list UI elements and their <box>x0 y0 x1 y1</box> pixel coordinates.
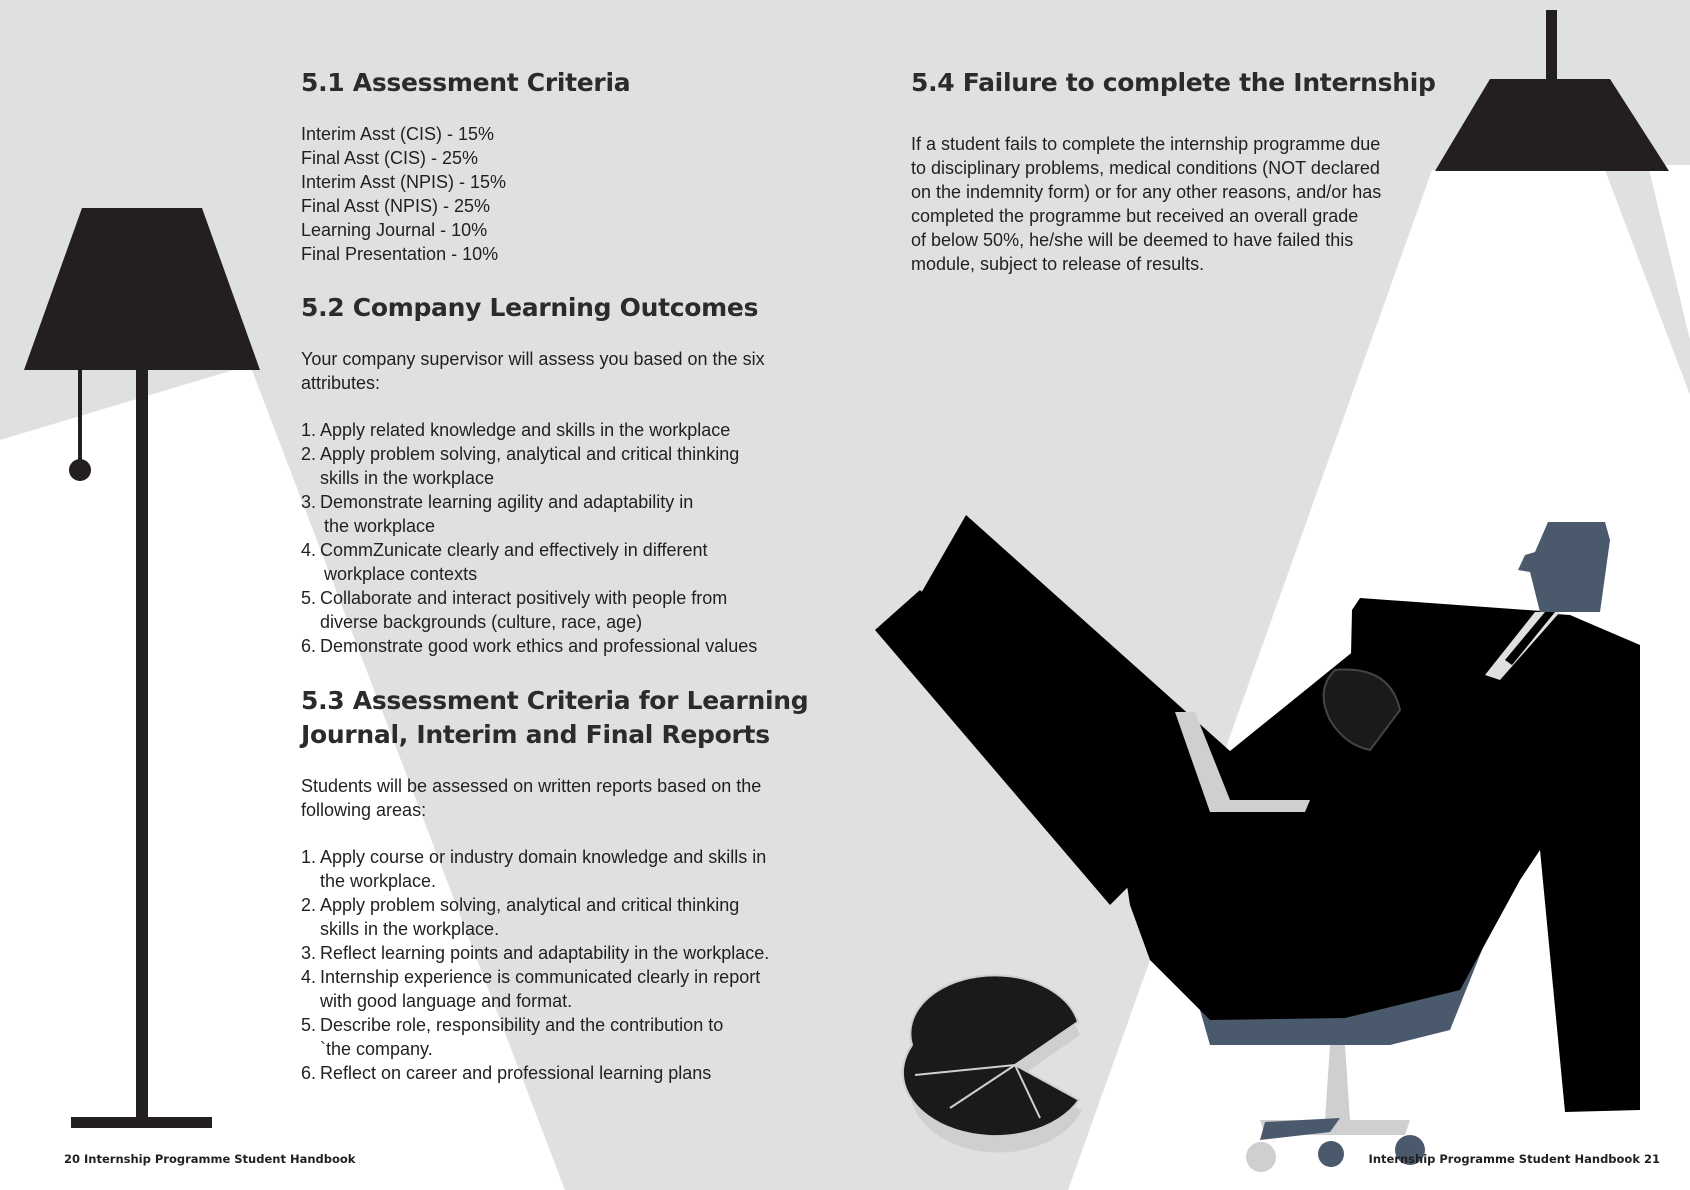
list-text: diverse backgrounds (culture, race, age) <box>320 612 643 632</box>
section-5-1-heading: 5.1 Assessment Criteria <box>301 68 631 97</box>
list-text: Internship experience is communicated clearly in report <box>320 967 761 987</box>
list-text: Apply problem solving, analytical and critical thinking <box>320 895 740 915</box>
list-item <box>301 418 757 442</box>
list-item <box>301 1061 769 1085</box>
heading-line: Journal, Interim and Final Reports <box>301 720 770 749</box>
list-item <box>301 1013 769 1061</box>
section-5-2-heading: 5.2 Company Learning Outcomes <box>301 293 759 322</box>
intro-line: following areas: <box>301 800 427 820</box>
criteria-item: Final Asst (NPIS) - 25% <box>301 196 491 216</box>
list-text: Describe role, responsibility and the contribution to <box>320 1015 724 1035</box>
paragraph-line: of below 50%, he/she will be deemed to have failed this <box>911 230 1354 250</box>
list-number: 4. <box>301 540 317 560</box>
heading-line: 5.3 Assessment Criteria for Learning <box>301 686 809 715</box>
report-criteria-list <box>301 845 769 1085</box>
list-text: Demonstrate good work ethics and professional values <box>320 636 758 656</box>
intro-line: attributes: <box>301 373 381 393</box>
paragraph-line: completed the programme but received an overall grade <box>911 206 1359 226</box>
list-item <box>301 893 769 941</box>
section-5-4-paragraph <box>911 132 1381 276</box>
list-item <box>301 941 769 965</box>
list-text: with good language and format. <box>320 991 573 1011</box>
list-number: 3. <box>301 492 317 512</box>
list-number: 1. <box>301 847 317 867</box>
list-number: 2. <box>301 444 317 464</box>
learning-outcomes-list <box>301 418 757 658</box>
list-number: 5. <box>301 1015 317 1035</box>
list-text: `the company. <box>320 1039 433 1059</box>
list-number: 6. <box>301 636 317 656</box>
list-text: the workplace <box>324 516 436 536</box>
criteria-item: Interim Asst (NPIS) - 15% <box>301 172 507 192</box>
list-text: Apply related knowledge and skills in the workplace <box>320 420 731 440</box>
list-text: Demonstrate learning agility and adaptability in <box>320 492 694 512</box>
list-item <box>301 965 769 1013</box>
list-text: Apply problem solving, analytical and critical thinking <box>320 444 740 464</box>
list-text: CommZunicate clearly and effectively in different <box>320 540 708 560</box>
list-text: the workplace. <box>320 871 437 891</box>
list-item <box>301 845 769 893</box>
list-item <box>301 538 757 586</box>
list-item <box>301 442 757 490</box>
list-text: workplace contexts <box>324 564 478 584</box>
criteria-item: Interim Asst (CIS) - 15% <box>301 124 495 144</box>
paragraph-line: If a student fails to complete the internship programme due <box>911 134 1381 154</box>
list-text: skills in the workplace. <box>320 919 500 939</box>
footer-left-page-number: 20 Internship Programme Student Handbook <box>64 1152 356 1166</box>
floor-lamp-icon <box>24 208 260 1128</box>
list-item <box>301 634 757 658</box>
list-number: 3. <box>301 943 317 963</box>
paragraph-line: module, subject to release of results. <box>911 254 1205 274</box>
section-5-4-heading: 5.4 Failure to complete the Internship <box>911 68 1436 97</box>
assessment-criteria-list <box>301 122 506 266</box>
intro-line: Students will be assessed on written reports based on the <box>301 776 762 796</box>
list-text: Apply course or industry domain knowledge and skills in <box>320 847 767 867</box>
section-5-3-intro <box>301 774 761 822</box>
list-number: 5. <box>301 588 317 608</box>
list-number: 2. <box>301 895 317 915</box>
list-text: Reflect learning points and adaptability in the workplace. <box>320 943 770 963</box>
criteria-item: Learning Journal - 10% <box>301 220 488 240</box>
footer-right-page-number: Internship Programme Student Handbook 21 <box>1368 1152 1660 1166</box>
list-number: 1. <box>301 420 317 440</box>
section-5-3-heading <box>301 684 808 752</box>
list-text: Reflect on career and professional learning plans <box>320 1063 712 1083</box>
section-5-2-intro <box>301 347 765 395</box>
intro-line: Your company supervisor will assess you based on the six <box>301 349 765 369</box>
list-item <box>301 490 757 538</box>
paragraph-line: on the indemnity form) or for any other reasons, and/or has <box>911 182 1382 202</box>
list-text: skills in the workplace <box>320 468 495 488</box>
list-number: 6. <box>301 1063 317 1083</box>
criteria-item: Final Asst (CIS) - 25% <box>301 148 479 168</box>
list-number: 4. <box>301 967 317 987</box>
list-item <box>301 586 757 634</box>
list-text: Collaborate and interact positively with people from <box>320 588 728 608</box>
paragraph-line: to disciplinary problems, medical conditions (NOT declared <box>911 158 1380 178</box>
criteria-item: Final Presentation - 10% <box>301 244 499 264</box>
